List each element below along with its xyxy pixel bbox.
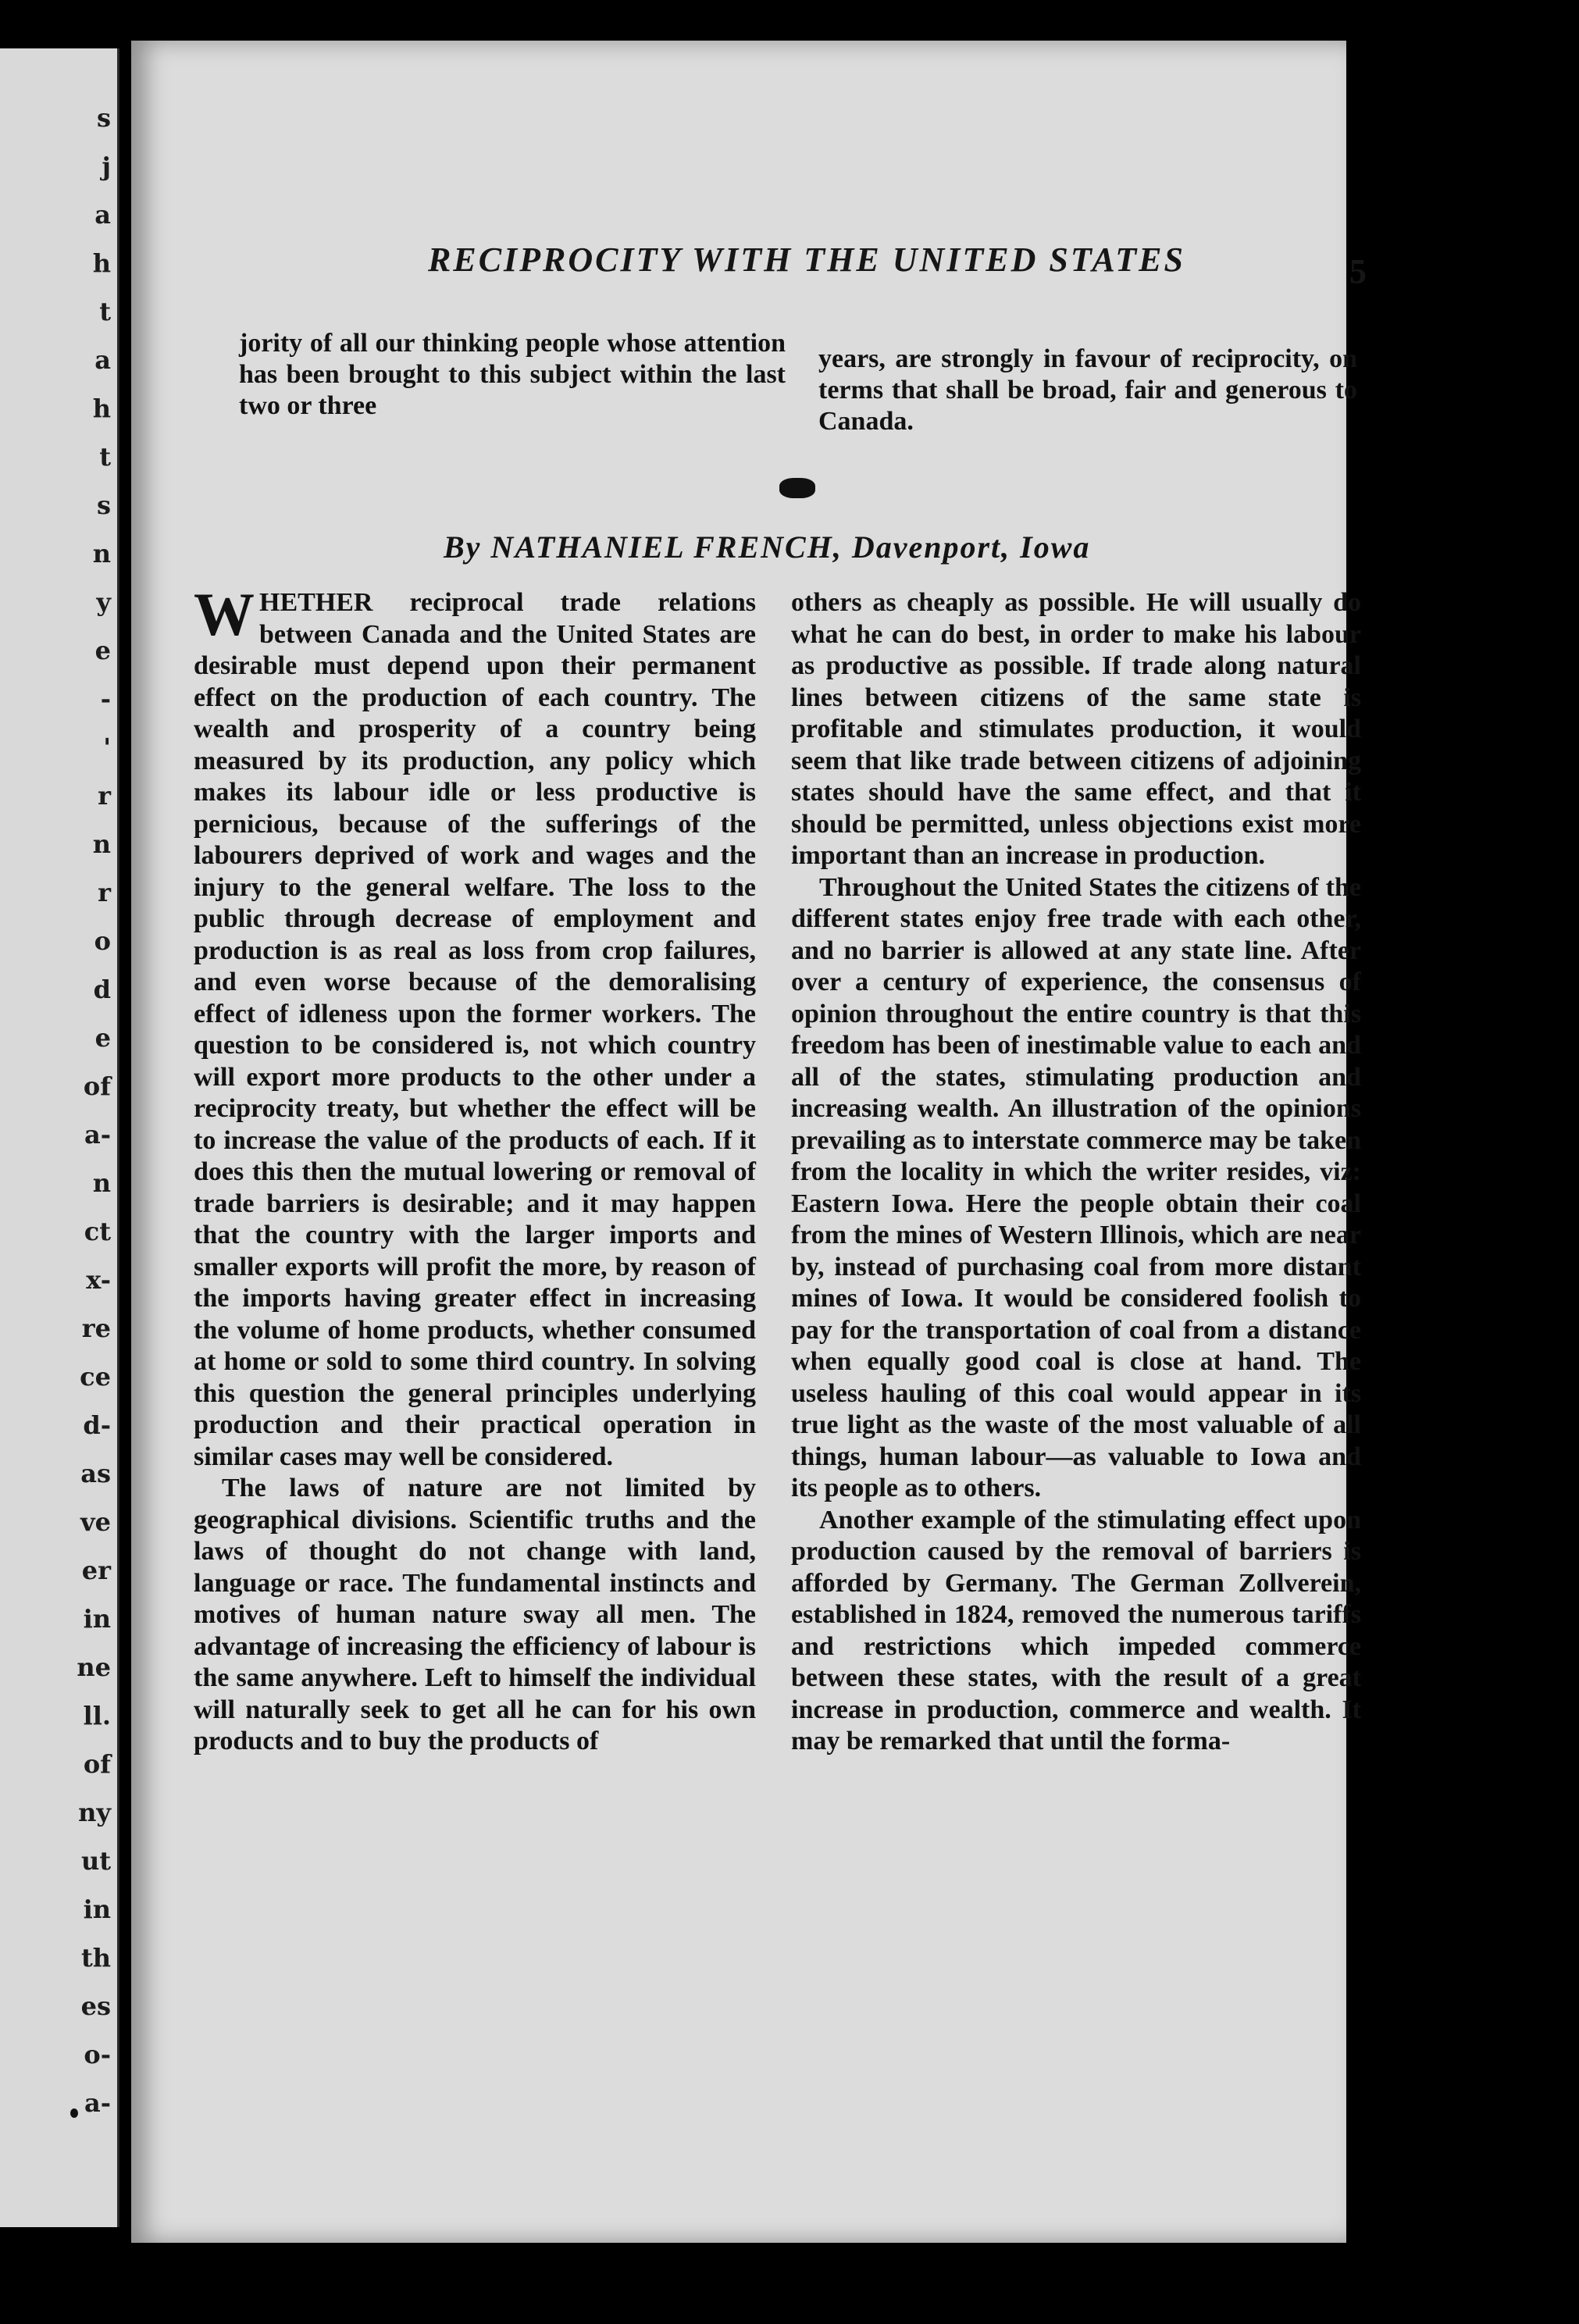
facing-page-fragment: re (81, 1313, 111, 1343)
page-number: 5 (1349, 252, 1367, 290)
facing-page-fragment: a (94, 200, 111, 230)
facing-page-fragment: h (92, 394, 111, 423)
facing-page-fragment: j (102, 151, 111, 181)
facing-page-fragment: t (99, 442, 111, 472)
facing-page-fragment: ve (80, 1507, 111, 1537)
facing-page-fragment: as (80, 1459, 111, 1488)
article-column-left (194, 580, 756, 1758)
facing-page-fragment: ' (103, 732, 111, 762)
scan-speck (70, 2108, 78, 2118)
facing-page-fragment: ce (80, 1362, 111, 1392)
facing-page-fragment: of (83, 1749, 111, 1779)
drop-cap: W (194, 580, 255, 648)
facing-page-fragment: h (92, 248, 111, 278)
article-byline: By NATHANIEL FRENCH, Davenport, Iowa (444, 529, 1091, 565)
facing-page-fragment: d (93, 975, 111, 1004)
facing-page-fragment: in (83, 1604, 111, 1634)
document-page (131, 41, 1367, 2243)
facing-page-fragment: e (94, 1023, 111, 1053)
facing-page-fragment: n (92, 539, 111, 569)
paragraph: Throughout the United States the citizens of the different states enjoy free trade with each other, and no barrier is allowed at any state line. After over a century of experience, the consensus of opinion throughout the entire country is that this freedom has been of inestimable value to each and all of the states, stimulating production and increasing wealth. An illustration of the opinions prevailing as to interstate commerce may be taken from the locality in which the writer resides, viz: Eastern Iowa. Here the people obtain their coal from the mines of Western Illinois, which are near by, instead of purchasing coal from more distant mines of Iowa. It would be considered foolish to pay for the transportation of coal from a distance when equally good coal is close at hand. The useless hauling of this coal would appear in its true light as the waste of the most valuable of all things, human labour—as valuable to Iowa and its people as to others. (791, 872, 1361, 1502)
facing-page-fragment: e (94, 636, 111, 665)
facing-page-fragment: y (96, 587, 111, 617)
facing-page-fragment: a (94, 345, 111, 375)
facing-page-fragment: d- (83, 1410, 111, 1440)
facing-page-edge (0, 48, 119, 2227)
paragraph: Another example of the stimulating effect upon production caused by the removal of barriers is afforded by Germany. The German Zollverein, established in 1824, removed the numerous tariffs and restrictions which impeded commerce between these states, with the result of a great increase in production, commerce and wealth. It may be remarked that until the forma- (791, 1505, 1361, 1755)
paragraph: others as cheaply as possible. He will usually do what he can do best, in order to make his labour as productive as possible. If trade along natural lines between citizens of the same state is profitable and stimulates production, it would seem that like trade between citizens of adjoining states should have the same effect, and that it should be permitted, unless objections exist more important than an increase in production. (791, 588, 1361, 870)
facing-page-fragment: ne (77, 1652, 111, 1682)
facing-page-fragment: of (83, 1071, 111, 1101)
facing-page-fragment: s (96, 103, 111, 133)
facing-page-fragment: - (100, 684, 111, 714)
facing-page-fragment: n (92, 1168, 111, 1198)
section-divider-ornament (779, 478, 815, 498)
facing-page-fragment: a- (84, 1120, 111, 1150)
article-column-right (791, 587, 1361, 1758)
facing-page-fragment: es (80, 1991, 111, 2021)
facing-page-fragment: ut (80, 1846, 111, 1876)
paragraph-text: HETHER reciprocal trade relations between Canada and the United States are desirable must depend upon their permanent effect on the production of each country. The wealth and prosperity of a country being measured by its production, any policy which makes its labour idle or less productive is pernicious, because of the sufferings of the labourers deprived of work and wages and the injury to the general welfare. The loss to the public through decrease of employment and production is as real as loss from crop failures, and even worse because of the demoralising effect of idleness upon the former workers. The question to be considered is, not which country will export more products to the other under a reciprocity treaty, but whether the effect will be to increase the value of the products of each. If it does this then the mutual lowering or removal of trade barriers is desirable; and it may happen that the country with the larger imports and smaller exports will profit the more, by reason of the imports having greater effect in increasing the volume of home products, whether consumed at home or sold to some third country. In solving this question the general principles underlying production and their practical operation in similar cases may well be considered. (194, 588, 756, 1471)
facing-page-fragment: a- (84, 2088, 111, 2118)
facing-page-fragment: r (98, 878, 111, 907)
paragraph: The laws of nature are not limited by geographical divisions. Scientific truths and the laws of thought do not change with land, language or race. The fundamental instincts and motives of human nature sway all men. The advantage of increasing the efficiency of labour is the same anywhere. Left to himself the individual will naturally seek to get all he can for his own products and to buy the products of (194, 1474, 756, 1755)
paragraph (194, 580, 756, 1473)
facing-page-fragment: ct (84, 1217, 111, 1246)
facing-page-fragment: ll. (83, 1701, 111, 1731)
facing-page-fragment: ny (78, 1798, 111, 1827)
facing-page-fragment: o (94, 926, 111, 956)
intro-text-right: years, are strongly in favour of reciprocity, on terms that shall be broad, fair and generous to Canada. (818, 344, 1357, 436)
intro-text-left: jority of all our thinking people whose attention has been brought to this subject within the last two or three (239, 329, 786, 420)
facing-page-fragment: th (80, 1943, 111, 1973)
facing-page-fragment: x- (86, 1265, 111, 1295)
facing-page-fragment: n (92, 829, 111, 859)
facing-page-fragment: s (96, 490, 111, 520)
facing-page-fragment: o- (84, 2040, 111, 2069)
facing-page-fragment: in (83, 1894, 111, 1924)
facing-page-fragment: er (81, 1556, 111, 1585)
facing-page-fragment: r (98, 781, 111, 811)
facing-page-fragment: t (99, 297, 111, 326)
running-head: RECIPROCITY WITH THE UNITED STATES (428, 241, 1185, 279)
